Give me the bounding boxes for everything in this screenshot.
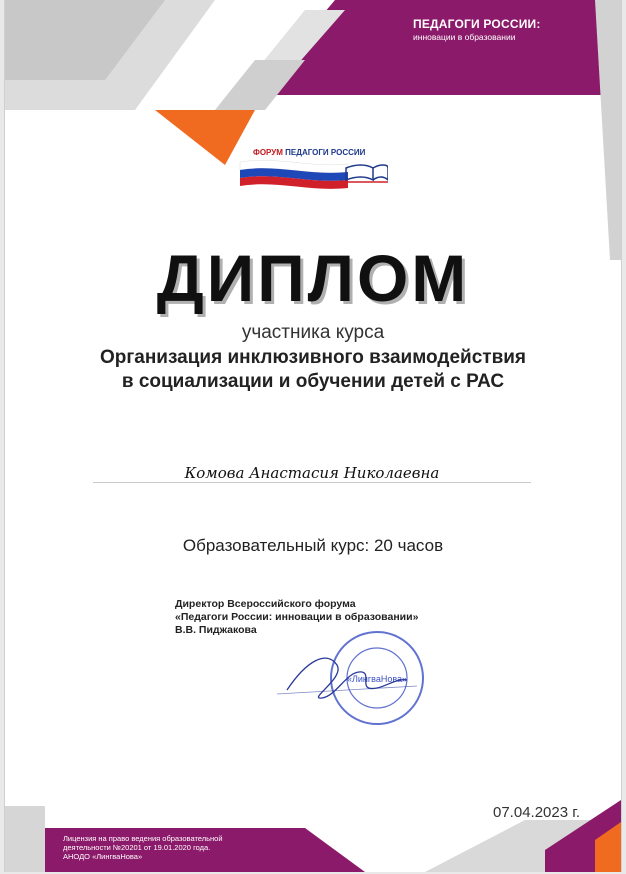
stamp-center-text: «ЛингваНова»	[346, 674, 408, 684]
license-line-1: Лицензия на право ведения образовательной	[63, 834, 223, 843]
issue-date: 07.04.2023 г.	[493, 804, 581, 821]
director-name: В.В. Пиджакова	[175, 624, 257, 636]
course-line-1: Организация инклюзивного взаимодействия	[99, 347, 527, 368]
license-line-2: деятельности №20201 от 19.01.2020 года.	[63, 843, 211, 852]
diploma-subtitle: участника курса	[241, 322, 385, 343]
director-title: Директор Всероссийского форума	[175, 598, 356, 610]
recipient-name: Комова Анастасия Николаевна	[184, 464, 440, 482]
flag-book-icon	[238, 146, 388, 192]
signature-stamp	[267, 630, 437, 730]
brand-title: ПЕДАГОГИ РОССИИ:	[413, 17, 541, 31]
brand-subtitle: инновации в образовании	[413, 32, 516, 42]
license-line-3: АНОДО «ЛингваНова»	[63, 852, 143, 861]
forum-logo	[238, 146, 388, 192]
director-forum: «Педагоги России: инновации в образовании»	[175, 611, 419, 623]
license-text	[63, 834, 283, 861]
course-hours: Образовательный курс: 20 часов	[182, 536, 444, 555]
forum-logo-word: ФОРУМ	[253, 148, 286, 157]
forum-logo-name: ПЕДАГОГИ РОССИИ	[285, 148, 366, 157]
course-name	[45, 346, 581, 394]
recipient-underline	[93, 482, 531, 483]
bottom-left-grey-edge	[5, 806, 45, 872]
brand-header	[413, 17, 603, 42]
course-line-2: в социализации и обучении детей с РАС	[121, 371, 505, 392]
decorative-background	[5, 0, 621, 872]
diploma-page	[4, 0, 622, 872]
signature-underline	[277, 686, 417, 694]
diploma-title: ДИПЛОМ	[156, 241, 470, 315]
